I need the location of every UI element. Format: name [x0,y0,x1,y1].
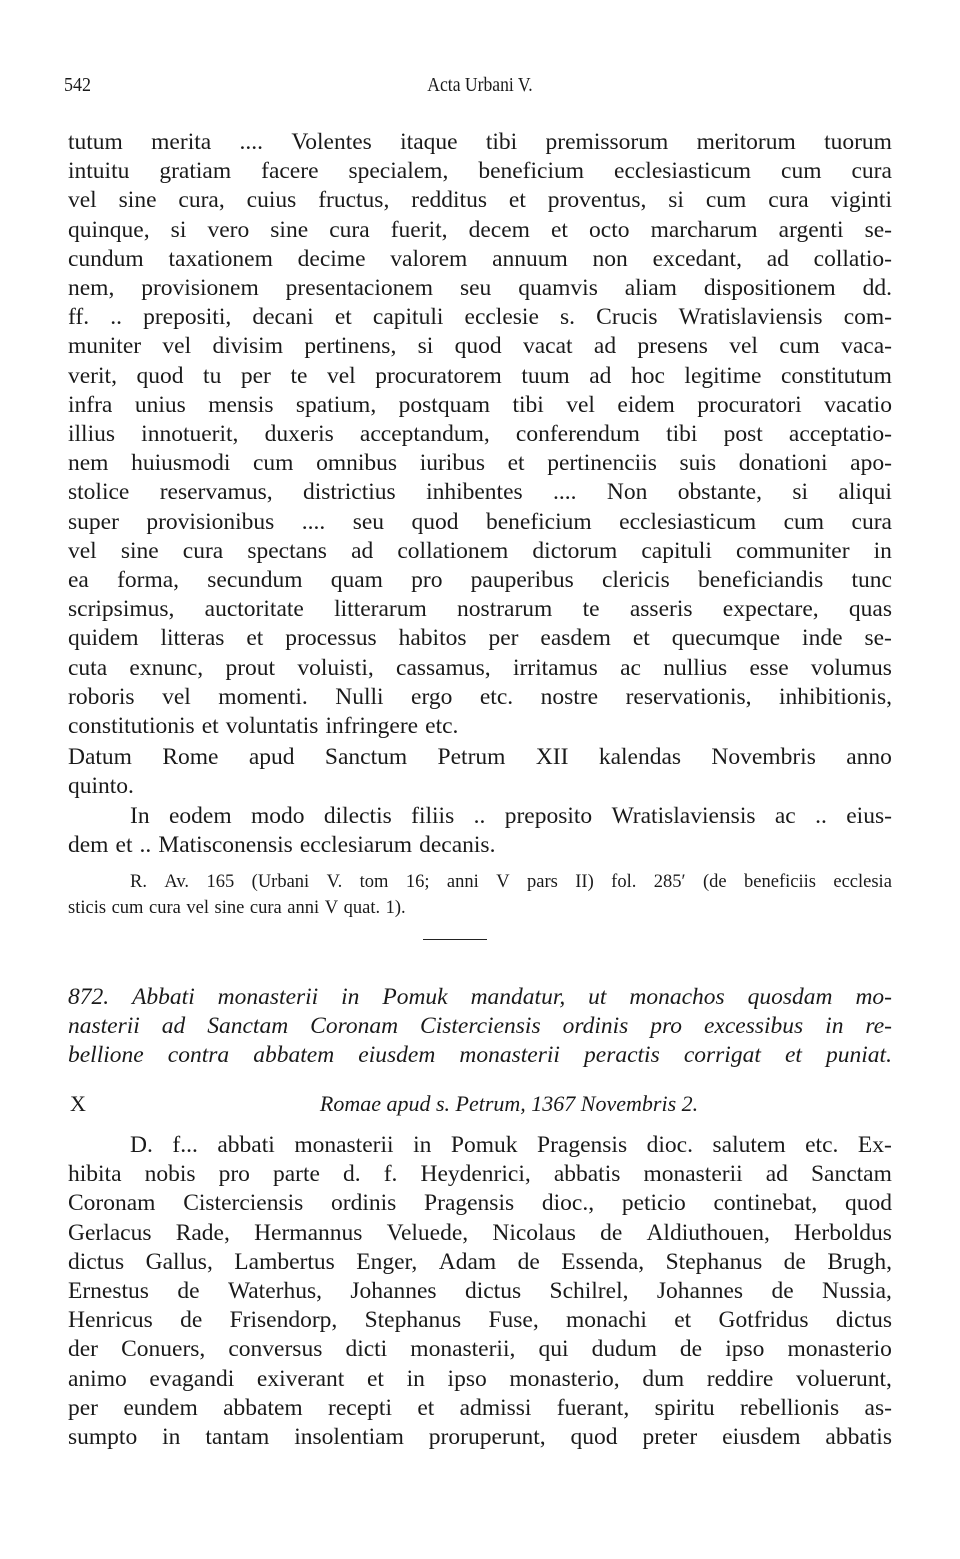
page-number: 542 [64,74,91,96]
document-872-dateline [68,1090,892,1118]
body-line: ff. .. prepositi, decani et capituli ecclesie s. Crucis Wratislaviensis com- [68,304,892,331]
body-line: infra unius mensis spatium, postquam tibi vel eidem procuratori vacatio [68,391,892,418]
body-line: nem, provisionem presentacionem seu quamvis aliam dispositionem dd. [68,275,892,301]
body-line: Coronam Cisterciensis ordinis Pragensis dioc., peticio continebat, quod [68,1190,892,1217]
body-line: per eundem abbatem recepti et admissi fuerant, spiritu rebellionis as- [68,1394,892,1421]
body-line: cuta exnunc, prout voluisti, cassamus, irritamus ac nullius esse volumus [68,654,892,681]
body-line: Henricus de Frisendorp, Stephanus Fuse, monachi et Gotfridus dictus [68,1307,892,1334]
body-line: scripsimus, auctoritate litterarum nostrarum te asseris expectare, quas [68,596,892,623]
body-line: muniter vel divisim pertinens, si quod vacat ad presens vel cum vaca- [68,333,892,360]
source-line: sticis cum cura vel sine cura anni V quat. 1). [68,898,406,918]
document-number: 872. [68,984,110,1010]
note-line: dem et .. Matisconensis ecclesiarum decanis. [68,832,496,858]
body-line: sumpto in tantam insolentiam proruperunt, quod preter eiusdem abbatis [68,1424,892,1450]
body-line: intuitu gratiam facere specialem, beneficium ecclesiasticum cum cura [68,158,892,185]
document-marker: X [70,1091,86,1116]
dating-line: quinto. [68,773,134,799]
source-line: R. Av. 165 (Urbani V. tom 16; anni V pars II) fol. 285′ (de beneficiis ecclesia [130,872,892,892]
section-divider [423,939,487,940]
regest-line: nasterii ad Sanctam Coronam Cisterciensis ordinis pro excessibus in re- [68,1013,892,1039]
body-line: stolice reservamus, districtius inhibentes .... Non obstante, si aliqui [68,479,892,506]
body-line: quidem litteras et processus habitos per easdem et quecumque inde se- [68,625,892,652]
regest-line: bellione contra abbatem eiusdem monasterii peractis corrigat et puniat. [68,1042,892,1068]
body-line: cundum taxationem decime valorem annuum non excedant, ad collatio- [68,245,892,272]
body-line: Ernestus de Waterhus, Johannes dictus Schilrel, Johannes de Nussia, [68,1278,892,1304]
body-line: ea forma, secundum quam pro pauperibus clericis beneficiandis tunc [68,567,892,593]
document-place-date: Romae apud s. Petrum, 1367 Novembris 2. [319,1091,699,1116]
running-title: Acta Urbani V. [427,74,533,96]
body-line: der Conuers, conversus dicti monasterii, qui dudum de ipso monasterio [68,1336,892,1363]
body-line: vel sine cura, cuius fructus, redditus et proventus, si cum cura viginti [68,187,892,214]
body-line: vel sine cura spectans ad collationem dictorum capituli communiter in [68,537,892,564]
body-line: tutum merita .... Volentes itaque tibi premissorum meritorum tuorum [68,129,892,155]
body-line: roboris vel momenti. Nulli ergo etc. nostre reservationis, inhibitionis, [68,683,892,710]
regest-line: 872. Abbati monasterii in Pomuk mandatur, ut monachos quosdam mo- [68,984,892,1010]
body-line: animo evagandi exiverant et in ipso monasterio, dum reddire voluerunt, [68,1365,892,1392]
running-head [64,74,892,98]
body-line: super provisionibus .... seu quod beneficium ecclesiasticum cum cura [68,508,892,535]
body-line: hibita nobis pro parte d. f. Heydenrici, abbatis monasterii ad Sanctam [68,1161,892,1188]
body-line: illius innotuerit, duxeris acceptandum, conferendum tibi post acceptatio- [68,421,892,447]
body-line: verit, quod tu per te vel procuratorem tuum ad hoc legitime constitutum [68,362,892,389]
body-line: nem huiusmodi cum omnibus iuribus et pertinenciis suis donationi apo- [68,450,892,477]
body-line: dictus Gallus, Lambertus Enger, Adam de Essenda, Stephanus de Brugh, [68,1248,892,1275]
body-line: constitutionis et voluntatis infringere etc. [68,713,459,739]
body-line: D. f... abbati monasterii in Pomuk Pragensis dioc. salutem etc. Ex- [130,1132,892,1158]
dating-line: Datum Rome apud Sanctum Petrum XII kalendas Novembris anno [68,744,892,770]
body-line: Gerlacus Rade, Hermannus Veluede, Nicolaus de Aldiuthouen, Herboldus [68,1219,892,1246]
note-line: In eodem modo dilectis filiis .. preposito Wratislaviensis ac .. eius- [130,803,892,829]
body-line: quinque, si vero sine cura fuerit, decem et octo marcharum argenti se- [68,216,892,243]
